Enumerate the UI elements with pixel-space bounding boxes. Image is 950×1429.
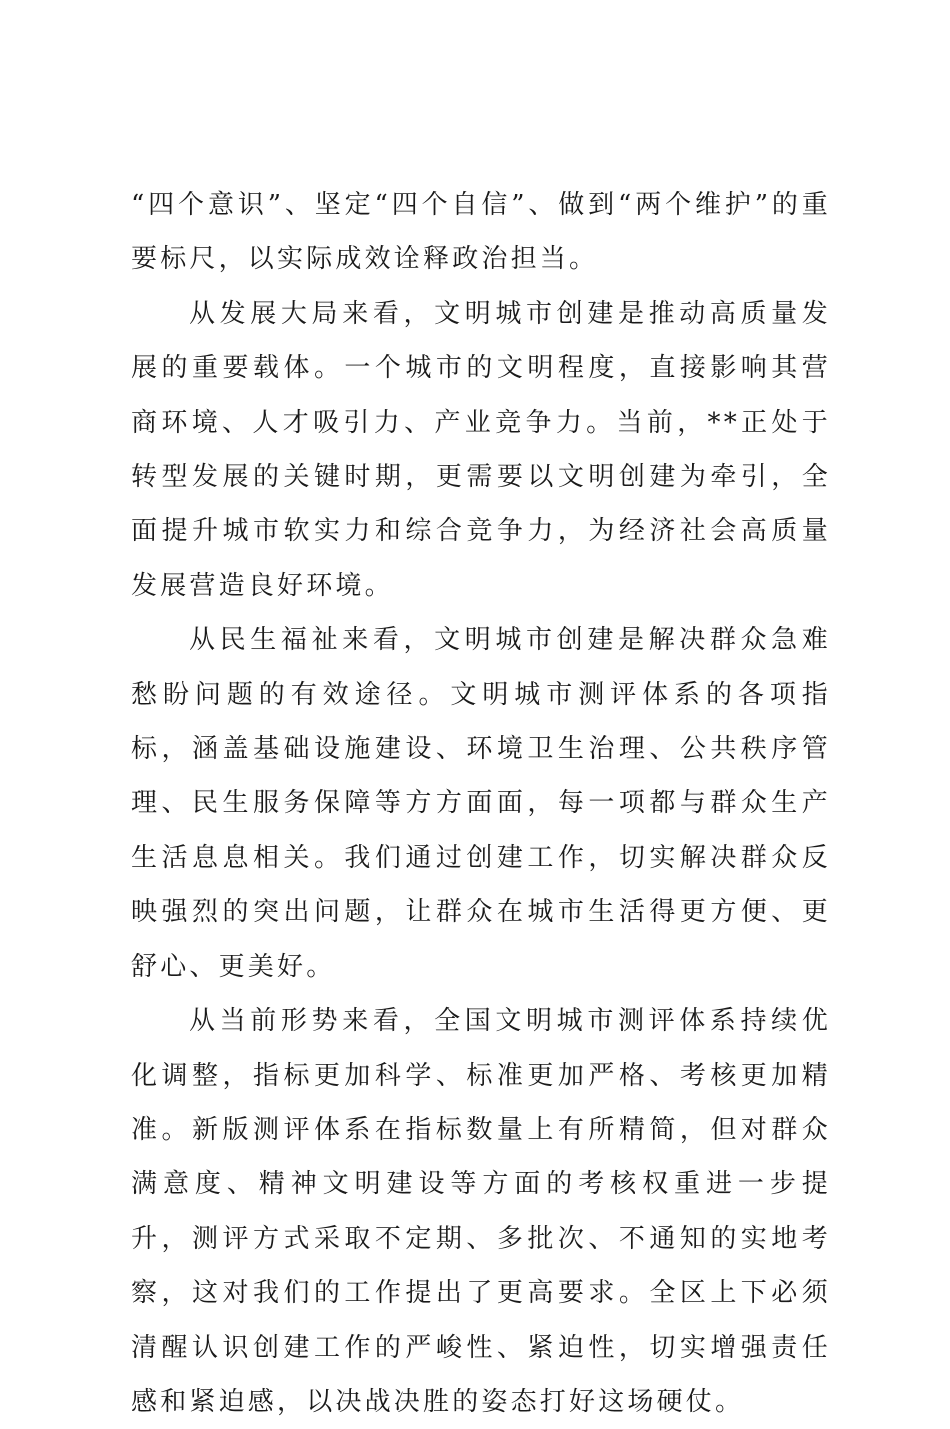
paragraph-4: 从当前形势来看，全国文明城市测评体系持续优化调整，指标更加科学、标准更加严格、考核更加精准。新版测评体系在指标数量上有所精简，但对群众满意度、精神文明建设等方面的考核权重进一步提升，测评方式采取不定期、多批次、不通知的实地考察，这对我们的工作提出了更高要求。全区上下必须清醒认识创建工作的严峻性、紧迫性，切实增强责任感和紧迫感，以决战决胜的姿态打好这场硬仗。 — [131, 1006, 831, 1417]
document-body — [131, 178, 831, 1429]
paragraph-3: 从民生福祉来看，文明城市创建是解决群众急难愁盼问题的有效途径。文明城市测评体系的各项指标，涵盖基础设施建设、环境卫生治理、公共秩序管理、民生服务保障等方方面面，每一项都与群众生产生活息息相关。我们通过创建工作，切实解决群众反映强烈的突出问题，让群众在城市生活得更方便、更舒心、更美好。 — [131, 625, 831, 982]
paragraph-1: “四个意识”、坚定“四个自信”、做到“两个维护”的重要标尺，以实际成效诠释政治担当。 — [131, 190, 831, 275]
paragraph-2: 从发展大局来看，文明城市创建是推动高质量发展的重要载体。一个城市的文明程度，直接影响其营商环境、人才吸引力、产业竞争力。当前，**正处于转型发展的关键时期，更需要以文明创建为牵引，全面提升城市软实力和综合竞争力，为经济社会高质量发展营造良好环境。 — [131, 298, 831, 601]
